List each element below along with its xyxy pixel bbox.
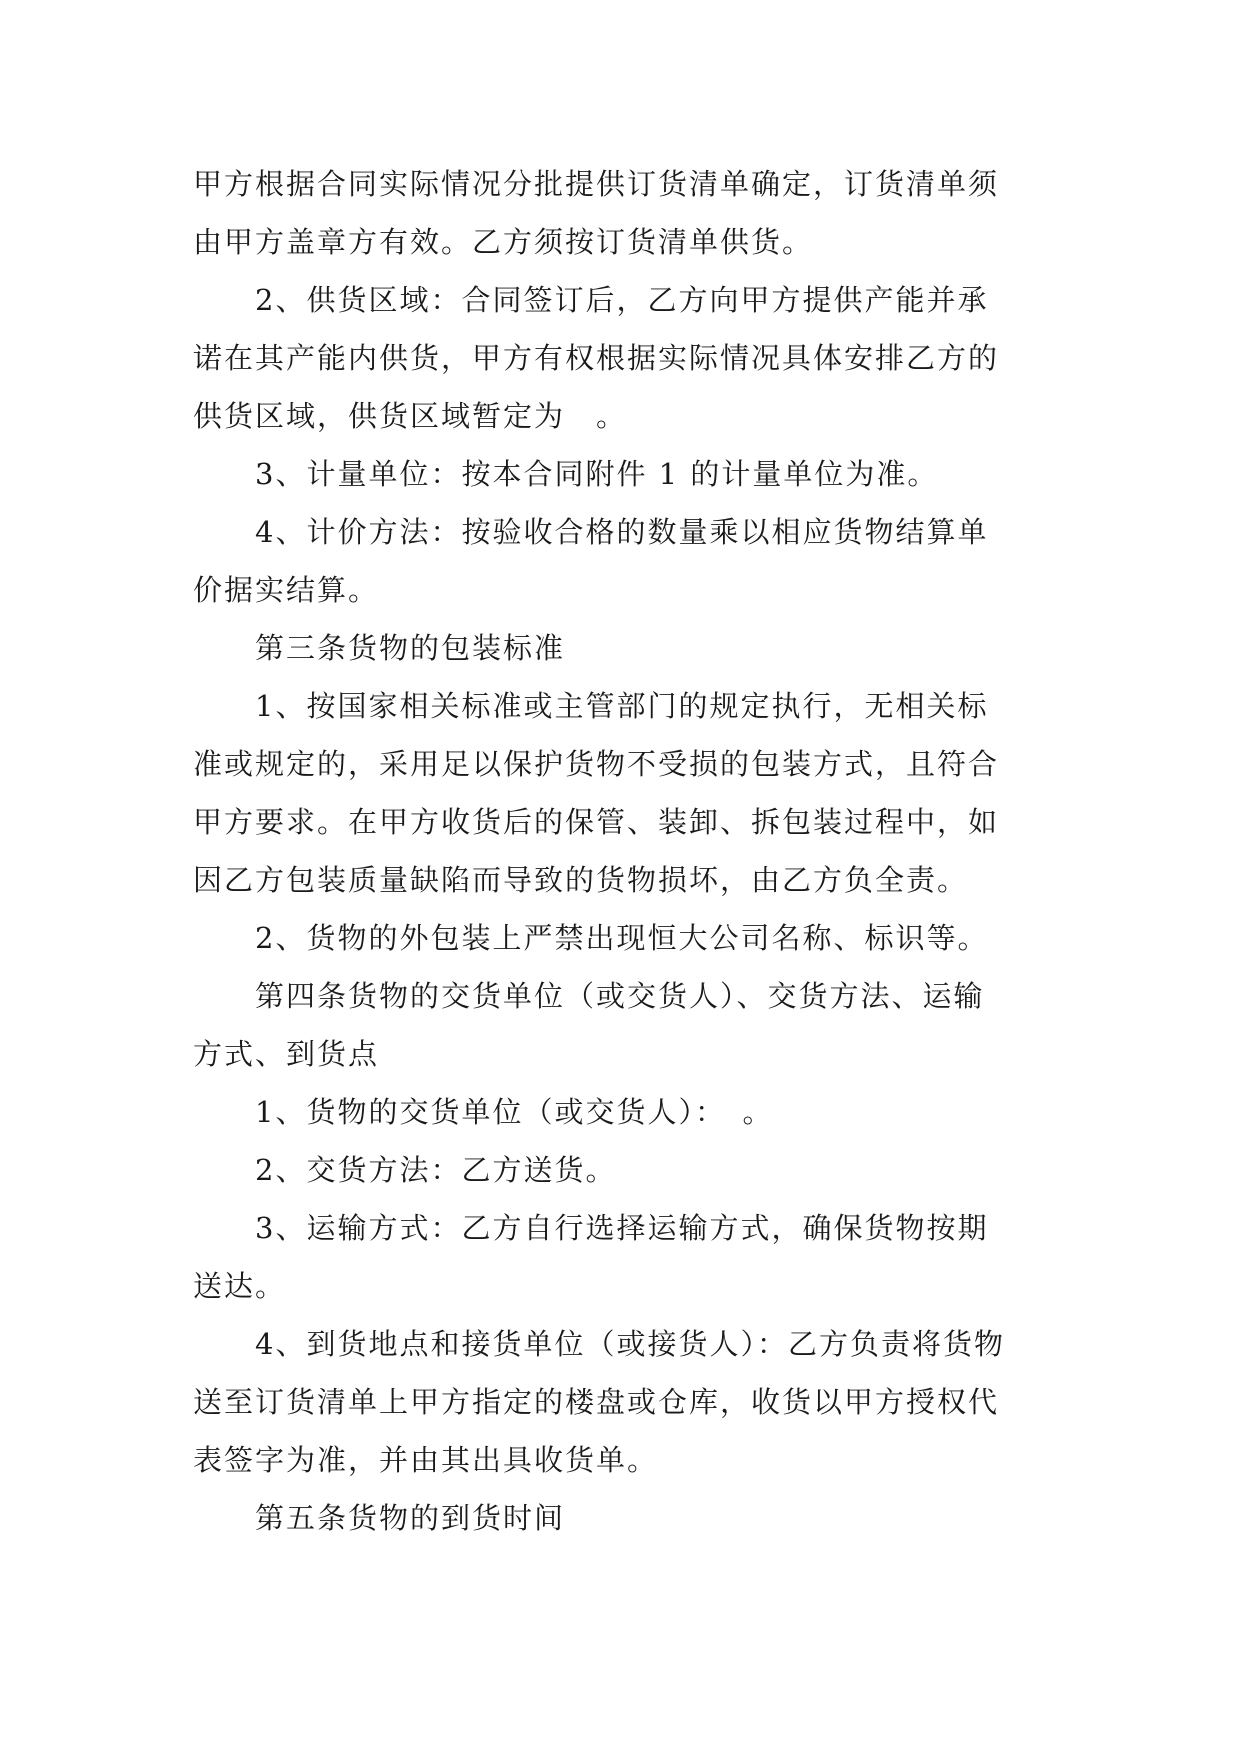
text-line: 2、交货方法：乙方送货。: [255, 1153, 617, 1187]
text-line: 4、计价方法：按验收合格的数量乘以相应货物结算单: [255, 515, 989, 549]
text-line: 2、供货区域：合同签订后，乙方向甲方提供产能并承: [255, 283, 989, 317]
text-line: 准或规定的，采用足以保护货物不受损的包装方式，且符合: [193, 747, 1000, 781]
text-line: 送达。: [193, 1269, 287, 1303]
section-heading-continued: 方式、到货点: [193, 1037, 380, 1071]
text-line: 诺在其产能内供货，甲方有权根据实际情况具体安排乙方的: [193, 341, 1000, 375]
text-line: 2、货物的外包装上严禁出现恒大公司名称、标识等。: [255, 921, 989, 955]
text-line: 4、到货地点和接货单位（或接货人）：乙方负责将货物: [255, 1327, 1005, 1361]
text-line: 供货区域，供货区域暂定为 。: [193, 399, 628, 433]
text-line: 甲方要求。在甲方收货后的保管、装卸、拆包装过程中，如: [193, 805, 1000, 839]
text-line: 表签字为准，并由其出具收货单。: [193, 1443, 659, 1477]
section-heading: 第四条货物的交货单位（或交货人）、交货方法、运输: [255, 979, 985, 1013]
section-heading: 第五条货物的到货时间: [255, 1501, 566, 1535]
text-line: 1、按国家相关标准或主管部门的规定执行，无相关标: [255, 689, 989, 723]
text-line: 1、货物的交货单位（或交货人）： 。: [255, 1095, 774, 1129]
text-line: 甲方根据合同实际情况分批提供订货清单确定，订货清单须: [193, 167, 1000, 201]
document-body: [193, 155, 1053, 1547]
section-heading: 第三条货物的包装标准: [255, 631, 566, 665]
text-line: 3、计量单位：按本合同附件 1 的计量单位为准。: [255, 457, 939, 491]
text-line: 送至订货清单上甲方指定的楼盘或仓库，收货以甲方授权代: [193, 1385, 1000, 1419]
text-line: 由甲方盖章方有效。乙方须按订货清单供货。: [193, 225, 814, 259]
text-line: 价据实结算。: [193, 573, 380, 607]
text-line: 因乙方包装质量缺陷而导致的货物损坏，由乙方负全责。: [193, 863, 969, 897]
text-line: 3、运输方式：乙方自行选择运输方式，确保货物按期: [255, 1211, 989, 1245]
